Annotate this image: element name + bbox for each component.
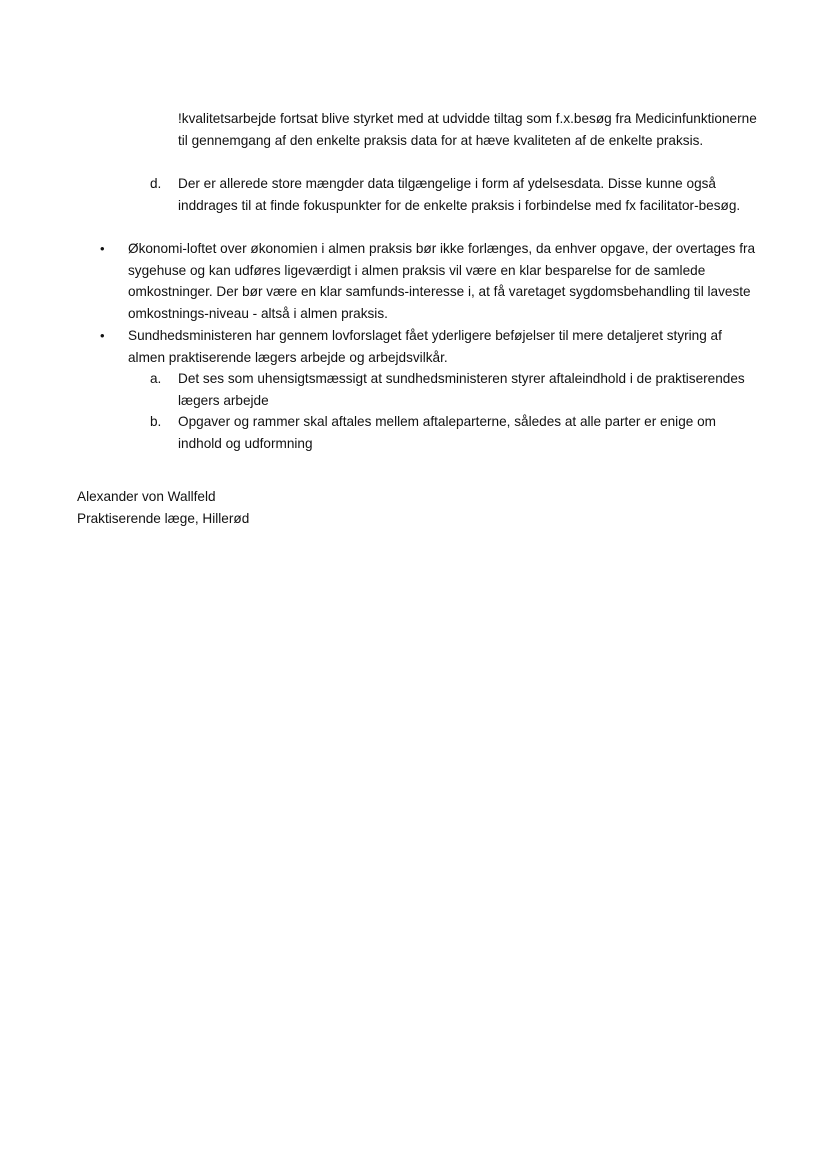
list-item-d-text: Der er allerede store mængder data tilgængelige i form af ydelsesdata. Disse kunne også inddrages til at finde fokuspunkter for de enkelte praksis i forbindelse med fx facilitator-besøg. (178, 176, 741, 213)
list-marker-d: d. (150, 176, 162, 191)
continuation-paragraph: !kvalitetsarbejde fortsat blive styrket med at udvidde tiltag som f.x.besøg fra Medicinfunktionerne til gennemgang af den enkelte praksis data for at hæve kvaliteten af de enkelte praksis. (178, 111, 757, 148)
signature-title: Praktiserende læge, Hillerød (77, 510, 250, 526)
signature-block (77, 486, 477, 529)
bullet-marker: • (100, 328, 105, 343)
bullet-item-economy-text: Økonomi-loftet over økonomien i almen praksis bør ikke forlænges, da enhver opgave, der overtages fra sygehuse og kan udføres ligeværdigt i almen praksis vil være en klar besparelse for de samlede omkostninger. Der bør være en klar samfunds-interesse i, at få varetaget sygdomsbehandling til laveste omkostnings-niveau - altså i almen praksis. (128, 241, 756, 321)
list-item-a-text: Det ses som uhensigtsmæssigt at sundhedsministeren styrer aftaleindhold i de praktiserendes lægers arbejde (178, 371, 745, 408)
bullet-marker: • (100, 241, 105, 256)
list-marker-b: b. (150, 414, 162, 429)
list-item-b-text: Opgaver og rammer skal aftales mellem aftaleparterne, således at alle parter er enige om indhold og udformning (178, 414, 716, 451)
signature-name: Alexander von Wallfeld (77, 489, 216, 504)
bullet-item-minister-text: Sundhedsministeren har gennem lovforslaget fået yderligere beføjelser til mere detaljeret styring af almen praktiserende lægers arbejde og arbejdsvilkår. (128, 328, 722, 365)
list-marker-a: a. (150, 371, 162, 386)
